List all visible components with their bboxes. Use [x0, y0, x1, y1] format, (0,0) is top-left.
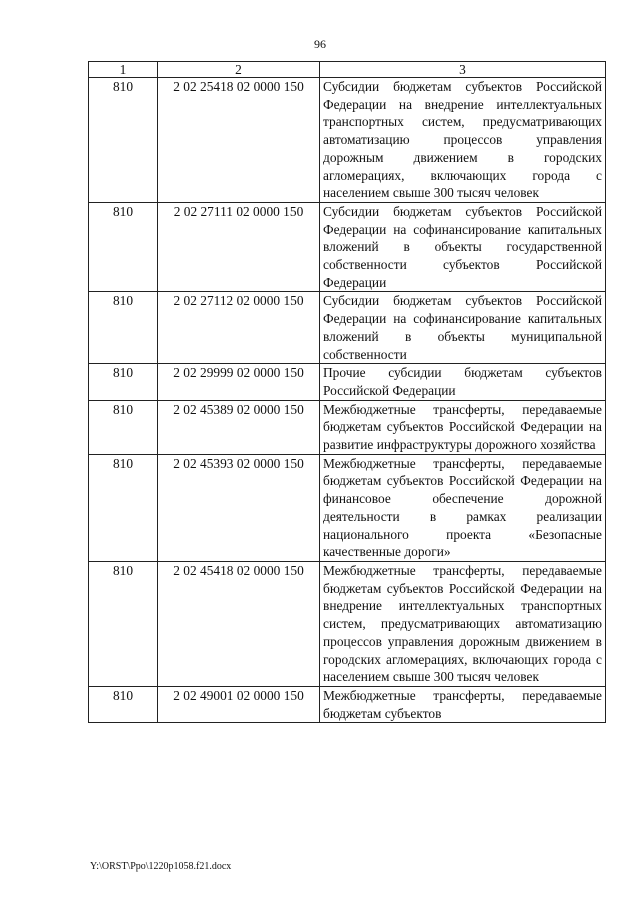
table-row	[89, 202, 606, 292]
admin-code-cell: 810	[89, 454, 158, 561]
budget-classification-code-cell: 2 02 25418 02 0000 150	[158, 78, 320, 203]
budget-classification-code-cell: 2 02 27111 02 0000 150	[158, 202, 320, 292]
table-header-row	[89, 62, 606, 78]
admin-code-cell: 810	[89, 400, 158, 454]
table-row	[89, 78, 606, 203]
admin-code-cell: 810	[89, 364, 158, 400]
admin-code-cell: 810	[89, 78, 158, 203]
table-row	[89, 400, 606, 454]
budget-classification-code-cell: 2 02 49001 02 0000 150	[158, 686, 320, 722]
admin-code-cell: 810	[89, 561, 158, 686]
income-description-cell: Межбюджетные трансферты, передаваемые бюджетам субъектов Российской Федерации на внедрение интеллектуальных транспортных систем, предусматривающих автоматизацию процессов управления дорожным движением в городских агломерациях, включающих города с населением свыше 300 тысяч человек	[320, 561, 606, 686]
income-description-cell: Межбюджетные трансферты, передаваемые бюджетам субъектов Российской Федерации на развитие инфраструктуры дорожного хозяйства	[320, 400, 606, 454]
page-number: 96	[314, 37, 326, 51]
admin-code-cell: 810	[89, 202, 158, 292]
admin-code-cell: 810	[89, 292, 158, 364]
table-row	[89, 364, 606, 400]
column-header-2: 2	[158, 62, 320, 78]
budget-classification-code-cell: 2 02 45389 02 0000 150	[158, 400, 320, 454]
budget-classification-code-cell: 2 02 27112 02 0000 150	[158, 292, 320, 364]
income-description-cell: Субсидии бюджетам субъектов Российской Федерации на софинансирование капитальных вложений в объекты государственной собственности субъектов Российской Федерации	[320, 202, 606, 292]
table-row	[89, 292, 606, 364]
budget-classification-code-cell: 2 02 29999 02 0000 150	[158, 364, 320, 400]
table-row	[89, 561, 606, 686]
column-header-3: 3	[320, 62, 606, 78]
income-description-cell: Субсидии бюджетам субъектов Российской Федерации на софинансирование капитальных вложений в объекты муниципальной собственности	[320, 292, 606, 364]
table-row	[89, 686, 606, 722]
budget-classification-code-cell: 2 02 45418 02 0000 150	[158, 561, 320, 686]
column-header-1: 1	[89, 62, 158, 78]
admin-code-cell: 810	[89, 686, 158, 722]
income-description-cell: Межбюджетные трансферты, передаваемые бюджетам субъектов Российской Федерации на финансовое обеспечение дорожной деятельности в рамках реализации национального проекта «Безопасные качественные дороги»	[320, 454, 606, 561]
budget-classification-code-cell: 2 02 45393 02 0000 150	[158, 454, 320, 561]
income-description-cell: Прочие субсидии бюджетам субъектов Российской Федерации	[320, 364, 606, 400]
income-description-cell: Межбюджетные трансферты, передаваемые бюджетам субъектов	[320, 686, 606, 722]
document-file-path: Y:\ORST\Ppo\1220p1058.f21.docx	[90, 861, 232, 872]
budget-codes-table	[88, 61, 606, 723]
income-description-cell: Субсидии бюджетам субъектов Российской Федерации на внедрение интеллектуальных транспортных систем, предусматривающих автоматизацию процессов управления дорожным движением в городских агломерациях, включающих города с населением свыше 300 тысяч человек	[320, 78, 606, 203]
table-row	[89, 454, 606, 561]
